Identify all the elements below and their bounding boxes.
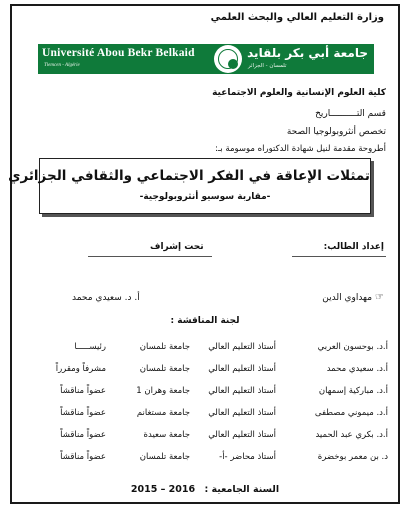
divider	[292, 256, 386, 257]
committee-row: أ.د. سعيدي محمد أستاذ التعليم العالي جامعة تلمسان مشرفاً ومقرراً	[55, 364, 388, 374]
department-name: قسم التــــــــــاريخ	[315, 109, 386, 119]
committee-row: أ.د. ميموني مصطفى أستاذ التعليم العالي جامعة مستغانم عضواً مناقشاً	[60, 408, 388, 418]
thesis-statement: أطروحة مقدمة لنيل شهادة الدكتوراه موسومة بـ:	[214, 144, 386, 154]
thesis-title: تمثلات الإعاقة في الفكر الاجتماعي والثقافي الجزائري	[8, 168, 370, 184]
university-location-french: Tlemcen - Algérie	[44, 63, 80, 68]
faculty-name: كلية العلوم الإنسانية والعلوم الاجتماعية	[212, 88, 386, 98]
student-name: مهداوي الدين	[322, 293, 373, 303]
pointing-hand-icon: ☞	[375, 292, 384, 303]
committee-row: د. بن معمر بوخضرة أستاذ محاضر -أ- جامعة تلمسان عضواً مناقشاً	[60, 452, 388, 462]
academic-year-value: 2015 – 2016	[130, 484, 196, 495]
divider	[88, 256, 212, 257]
student-name-line	[322, 292, 384, 303]
academic-year-label: السنة الجامعية :	[204, 484, 280, 495]
university-logo-icon	[214, 45, 242, 73]
thesis-title-box	[8, 158, 371, 214]
ministry-heading: وزارة التعليم العالي والبحث العلمي	[210, 12, 384, 23]
committee-label: لجنة المناقشة :	[170, 316, 240, 326]
committee-row: أ.د. بكري عبد الحميد أستاذ التعليم العالي جامعة سعيدة عضواً مناقشاً	[60, 430, 388, 440]
supervisor-label: تحت إشراف	[150, 242, 204, 252]
document-page	[10, 4, 400, 504]
student-label: إعداد الطالب:	[323, 242, 384, 252]
supervisor-name: أ. د. سعيدي محمد	[72, 293, 140, 303]
academic-year	[12, 484, 398, 495]
committee-row: أ.د. مباركية إسمهان أستاذ التعليم العالي جامعة وهران 1 عضواً مناقشاً	[60, 386, 388, 396]
university-location-arabic: تلمسان - الجزائر	[248, 63, 287, 69]
university-name-french: Université Abou Bekr Belkaid	[42, 47, 195, 59]
thesis-subtitle: -مقاربة سوسيو أنثروبولوجية-	[139, 192, 271, 202]
specialty-name: تخصص أنثروبولوجيا الصحة	[286, 127, 386, 137]
university-name-arabic: جامعة أبي بكر بلقايد	[247, 46, 368, 60]
university-banner	[38, 44, 374, 74]
committee-row: أ.د. بوحسون العربي أستاذ التعليم العالي جامعة تلمسان رئيســـــا	[74, 342, 388, 352]
